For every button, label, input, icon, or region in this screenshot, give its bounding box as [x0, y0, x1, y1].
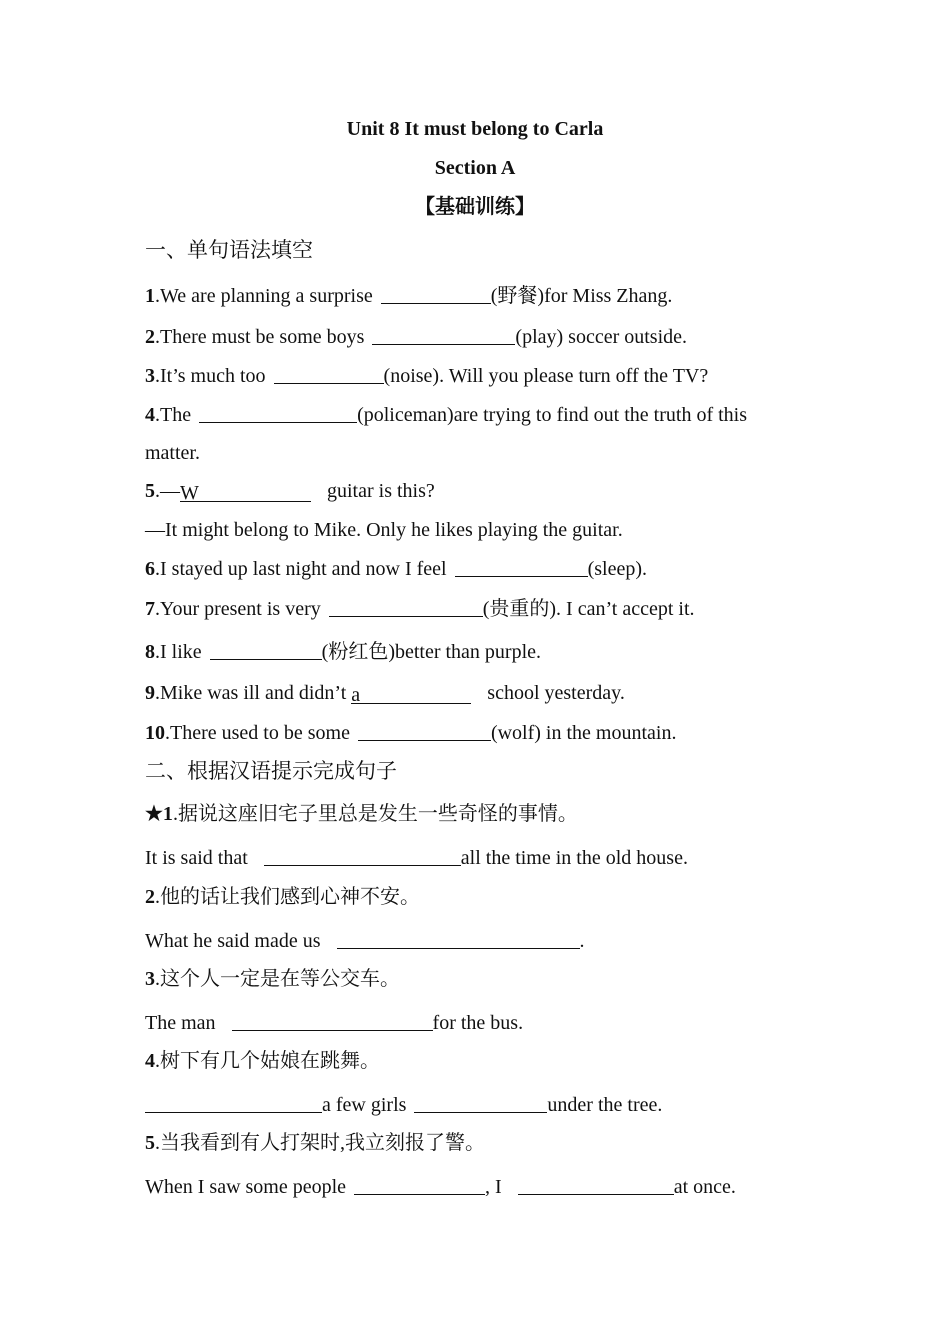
- translation-1-english: It is said that all the time in the old house.: [145, 847, 688, 869]
- question-4: 4.The (policeman)are trying to find out the truth of this: [145, 404, 747, 426]
- translation-4-chinese: 4.树下有几个姑娘在跳舞。: [145, 1050, 380, 1072]
- question-5: 5.—W guitar is this?: [145, 480, 435, 504]
- answer-blank[interactable]: [210, 639, 322, 660]
- answer-blank[interactable]: [358, 720, 491, 741]
- question-8: 8.I like (粉红色)better than purple.: [145, 641, 542, 663]
- answer-blank[interactable]: [354, 1174, 485, 1195]
- translation-2-english: What he said made us .: [145, 930, 585, 952]
- answer-blank[interactable]: [455, 556, 588, 577]
- question-7: 7.Your present is very (贵重的). I can’t accept it.: [145, 598, 695, 620]
- translation-3-chinese: 3.这个人一定是在等公交车。: [145, 968, 400, 990]
- section-label: 【基础训练】: [415, 196, 535, 218]
- question-5-answer-line: —It might belong to Mike. Only he likes playing the guitar.: [145, 519, 623, 541]
- translation-4-english: a few girls under the tree.: [145, 1092, 662, 1117]
- answer-blank[interactable]: [232, 1010, 433, 1031]
- question-10: 10.There used to be some (wolf) in the mountain.: [145, 722, 677, 744]
- answer-blank[interactable]: [199, 402, 357, 423]
- answer-blank[interactable]: [337, 928, 580, 949]
- translation-1-chinese: ★1.据说这座旧宅子里总是发生一些奇怪的事情。: [145, 803, 578, 825]
- part1-heading: 一、单句语法填空: [145, 238, 313, 262]
- question-9: 9.Mike was ill and didn’t a school yesterday.: [145, 682, 625, 706]
- answer-blank[interactable]: [329, 596, 483, 617]
- answer-blank[interactable]: W: [180, 481, 311, 502]
- answer-blank[interactable]: [145, 1092, 322, 1113]
- translation-3-english: The man for the bus.: [145, 1012, 524, 1034]
- answer-blank[interactable]: [372, 324, 515, 345]
- answer-blank[interactable]: [381, 283, 491, 304]
- question-6: 6.I stayed up last night and now I feel (sleep).: [145, 558, 648, 580]
- unit-title: Unit 8 It must belong to Carla: [346, 118, 604, 140]
- translation-5-english: When I saw some people , I at once.: [145, 1176, 736, 1198]
- question-3: 3.It’s much too (noise). Will you please turn off the TV?: [145, 365, 709, 387]
- answer-blank[interactable]: [518, 1174, 674, 1195]
- answer-blank[interactable]: [414, 1092, 547, 1113]
- question-4-continuation: matter.: [145, 442, 200, 464]
- answer-blank[interactable]: a: [351, 683, 471, 704]
- section-subtitle: Section A: [434, 157, 516, 179]
- translation-2-chinese: 2.他的话让我们感到心神不安。: [145, 886, 420, 908]
- part2-heading: 二、根据汉语提示完成句子: [145, 759, 397, 783]
- answer-blank[interactable]: [274, 363, 384, 384]
- translation-5-chinese: 5.当我看到有人打架时,我立刻报了警。: [145, 1132, 485, 1154]
- question-1: 1.We are planning a surprise (野餐)for Miss Zhang.: [145, 285, 673, 307]
- answer-blank[interactable]: [264, 845, 461, 866]
- question-2: 2.There must be some boys (play) soccer outside.: [145, 326, 688, 348]
